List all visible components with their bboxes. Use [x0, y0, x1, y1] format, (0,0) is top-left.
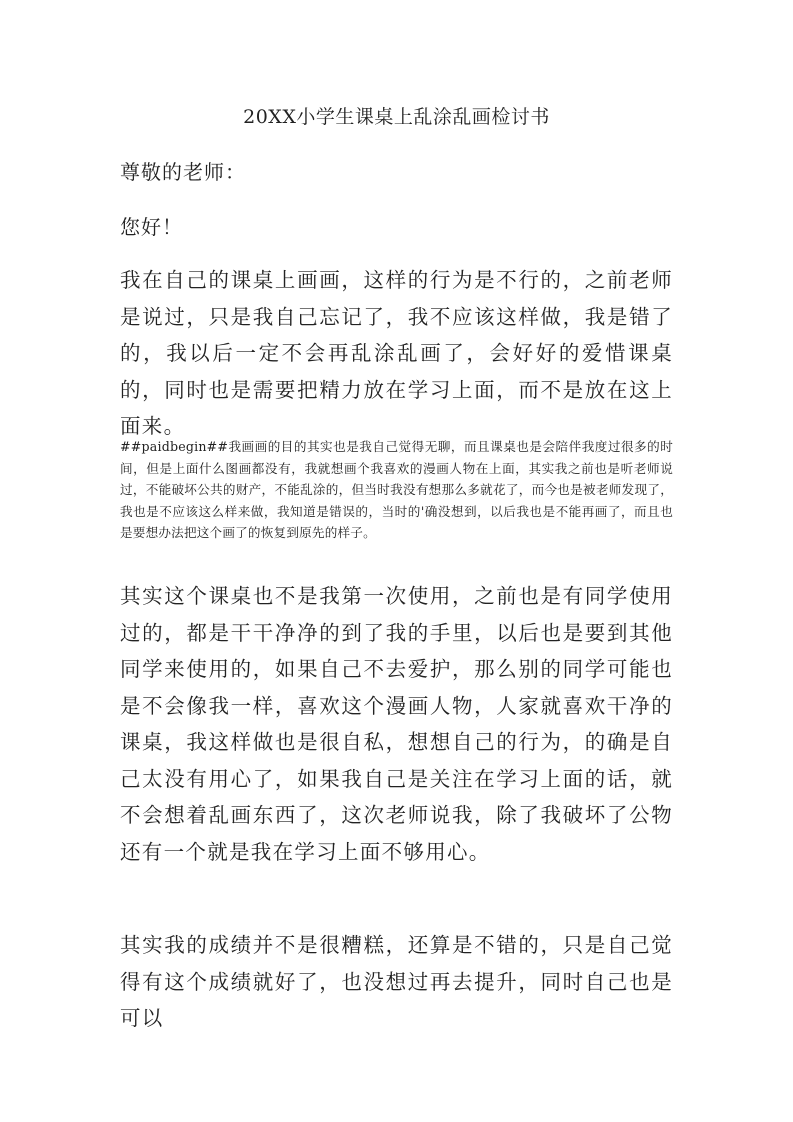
- paragraph-1: 我在自己的课桌上画画，这样的行为是不行的，之前老师是说过，只是我自己忘记了，我不应该这样做，我是错了的，我以后一定不会再乱涂乱画了，会好好的爱惜课桌的，同时也是需要把精力放在学习上面，而不是放在这上面来。: [120, 268, 673, 438]
- paragraph-4: 其实我的成绩并不是很糟糕，还算是不错的，只是自己觉得有这个成绩就好了，也没想过再去提升，同时自己也是可以: [120, 933, 673, 1030]
- greeting-line: 尊敬的老师：: [120, 160, 246, 184]
- hello-line: 您好！: [120, 215, 183, 239]
- document-title: 20XX小学生课桌上乱涂乱画检讨书: [243, 106, 550, 128]
- paragraph-3: 其实这个课桌也不是我第一次使用，之前也是有同学使用过的，都是干干净净的到了我的手里，以后也是要到其他同学来使用的，如果自己不去爱护，那么别的同学可能也是不会像我一样，喜欢这个漫画人物，人家就喜欢干净的课桌，我这样做也是很自私，想想自己的行为，的确是自己太没有用心了，如果我自己是关注在学习上面的话，就不会想着乱画东西了，这次老师说我，除了我破坏了公物还有一个就是我在学习上面不够用心。: [120, 584, 673, 864]
- paragraph-2: ##paidbegin##我画画的目的其实也是我自己觉得无聊，而且课桌也是会陪伴我度过很多的时间，但是上面什么图画都没有，我就想画个我喜欢的漫画人物在上面，其实我之前也是听老师说过，不能破坏公共的财产，不能乱涂的，但当时我没有想那么多就花了，而今也是被老师发现了，我也是不应该这么样来做，我知道是错误的，当时的'确没想到，以后我也是不能再画了，而且也是要想办法把这个画了的恢复到原先的样子。: [120, 439, 673, 540]
